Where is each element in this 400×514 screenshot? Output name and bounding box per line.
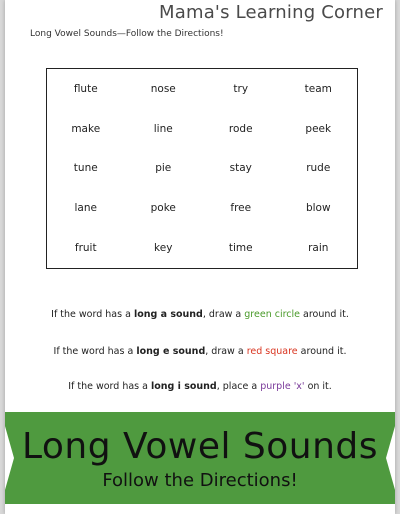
word-cell: rain [308,242,329,255]
brand-title: Mama's Learning Corner [159,2,383,23]
banner-title: Long Vowel Sounds [21,426,379,467]
word-cell: team [304,82,332,95]
word-cell: key [154,242,173,255]
word-cell: peek [305,122,332,135]
direction-long-e: If the word has a long e sound, draw a red square around it. [53,346,347,357]
word-cell: rude [306,162,331,175]
direction-long-a: If the word has a long a sound, draw a green circle around it. [51,309,349,320]
word-cell: pie [155,162,172,175]
word-cell: blow [305,202,331,215]
worksheet-subtitle: Long Vowel Sounds—Follow the Directions! [30,29,224,39]
word-cell: flute [73,82,98,95]
word-cell: stay [229,162,252,175]
word-cell: nose [150,82,176,95]
worksheet-page [5,0,395,514]
word-cell: tune [73,162,98,175]
word-cell: lane [74,202,97,215]
word-cell: fruit [74,242,97,255]
word-grid [46,68,358,269]
word-cell: rode [228,122,253,135]
word-cell: make [71,122,101,135]
word-cell: poke [150,202,176,215]
word-cell: try [233,82,249,95]
word-cell: line [153,122,173,135]
direction-long-i: If the word has a long i sound, place a purple 'x' on it. [68,381,332,392]
banner-subtitle: Follow the Directions! [102,470,298,491]
title-banner [5,412,395,504]
word-cell: free [230,202,252,215]
word-cell: time [228,242,253,255]
